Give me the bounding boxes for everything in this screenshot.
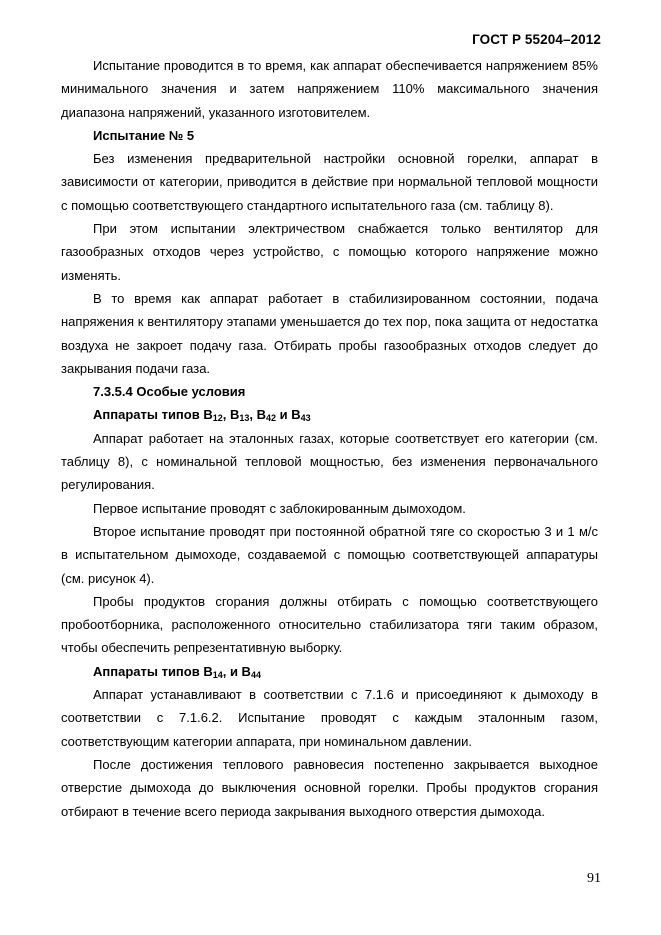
section-heading: 7.3.5.4 Особые условия (93, 384, 246, 400)
paragraph: В то время как аппарат работает в стабилизированном состоянии, подача напряжения к вентилятору этапами уменьшается до тех пор, пока защита от недостатка воздуха не закроет подачу газа. Отбирать пробы газообразных отходов следует до закрывания подачи газа. (61, 290, 598, 376)
paragraph: Второе испытание проводят при постоянной обратной тяге со скоростью 3 и 1 м/с в испытательном дымоходе, создаваемой с помощью соответствующей аппаратуры (см. рисунок 4). (61, 523, 598, 586)
paragraph: После достижения теплового равновесия постепенно закрывается выходное отверстие дымохода до выключения основной горелки. Пробы продуктов сгорания отбирают в течение всего периода закрывания выходного отверстия дымохода. (61, 756, 598, 819)
paragraph: Испытание проводится в то время, как аппарат обеспечивается напряжением 85% минимального значения и затем напряжением 110% максимального значения диапазона напряжений, указанного изготовителем. (61, 58, 598, 120)
heading-test-5: Испытание № 5 (93, 127, 195, 143)
paragraph: При этом испытании электричеством снабжается только вентилятор для газообразных отходов через устройство, с помощью которого напряжение можно изменять. (61, 221, 598, 283)
paragraph: Аппарат устанавливают в соответствии с 7.1.6 и присоединяют к дымоходу в соответствии с 7.1.6.2. Испытание проводят с каждым эталонным газом, соответствующим категории аппарата, при номинальном давлении. (61, 687, 598, 749)
paragraph: Аппарат работает на эталонных газах, которые соответствует его категории (см. таблицу 8), с номинальной тепловой мощностью, без изменения первоначального регулирования. (61, 430, 598, 493)
page-number: 91 (587, 871, 601, 886)
document-header: ГОСТ Р 55204–2012 (472, 32, 601, 47)
paragraph: Без изменения предварительной настройки основной горелки, аппарат в зависимости от категории, приводится в действие при нормальной тепловой мощности с помощью соответствующего стандартного испытательного газа (см. таблицу 8). (61, 151, 598, 213)
document-body (61, 54, 598, 823)
subheading-types-b12-b43: Аппараты типов $В_{12}$, $В_{13}$, $В_{42}$ и $В_{43}$ (93, 407, 311, 424)
subheading-types-b14-b44: Аппараты типов $В_{14}$, и $В_{44}$ (93, 663, 261, 680)
paragraph: Первое испытание проводят с заблокированным дымоходом. (93, 500, 466, 516)
paragraph: Пробы продуктов сгорания должны отбирать с помощью соответствующего пробоотборника, расположенного относительно стабилизатора тяги таким образом, чтобы обеспечить репрезентативную выборку. (61, 593, 598, 656)
